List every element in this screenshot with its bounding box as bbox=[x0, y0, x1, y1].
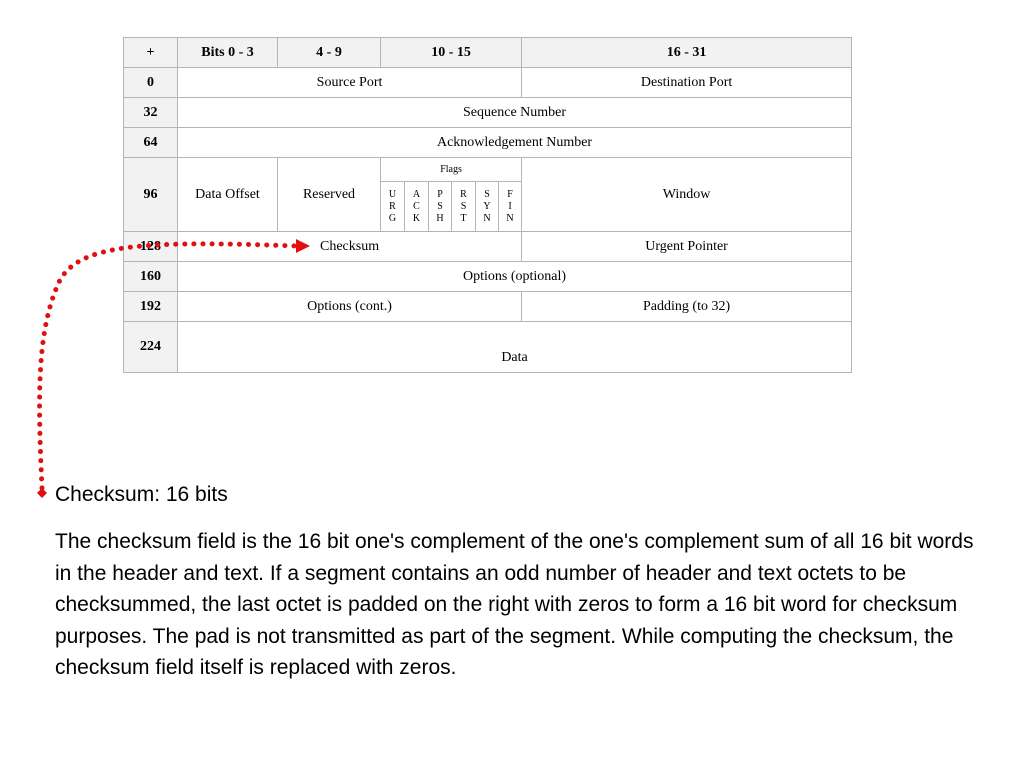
offset-cell: 160 bbox=[124, 262, 178, 292]
source-port-field: Source Port bbox=[178, 68, 522, 98]
header-row bbox=[124, 38, 852, 68]
offset-cell: 32 bbox=[124, 98, 178, 128]
tcp-header-table bbox=[123, 37, 852, 373]
flag-syn: S Y N bbox=[476, 182, 499, 232]
table-row bbox=[124, 158, 852, 182]
sequence-number-field: Sequence Number bbox=[178, 98, 852, 128]
flag-rst: R S T bbox=[452, 182, 476, 232]
header-cell-bits-10-15: 10 - 15 bbox=[381, 38, 522, 68]
header-cell-plus: + bbox=[124, 38, 178, 68]
table-row bbox=[124, 322, 852, 373]
header-cell-bits-16-31: 16 - 31 bbox=[522, 38, 852, 68]
header-cell-bits-4-9: 4 - 9 bbox=[278, 38, 381, 68]
offset-cell: 96 bbox=[124, 158, 178, 232]
table-row bbox=[124, 292, 852, 322]
offset-cell: 0 bbox=[124, 68, 178, 98]
offset-cell: 224 bbox=[124, 322, 178, 373]
flag-urg: U R G bbox=[381, 182, 405, 232]
table-row bbox=[124, 128, 852, 158]
padding-field: Padding (to 32) bbox=[522, 292, 852, 322]
bullet-diamond-icon bbox=[37, 488, 47, 498]
flag-psh: P S H bbox=[429, 182, 452, 232]
checksum-field: Checksum bbox=[178, 232, 522, 262]
options-cont-field: Options (cont.) bbox=[178, 292, 522, 322]
window-field: Window bbox=[522, 158, 852, 232]
field-description: The checksum field is the 16 bit one's complement of the one's complement sum of all 16 bit words in the header and text. If a segment contains an odd number of header and text octets to be checksummed, the last octet is padded on the right with zeros to form a 16 bit word for checksum purposes. The pad is not transmitted as part of the segment. While computing the checksum, the checksum field itself is replaced with zeros. bbox=[55, 530, 974, 679]
table-row bbox=[124, 262, 852, 292]
offset-cell: 192 bbox=[124, 292, 178, 322]
data-field: Data bbox=[178, 322, 852, 373]
table-row bbox=[124, 98, 852, 128]
urgent-pointer-field: Urgent Pointer bbox=[522, 232, 852, 262]
offset-cell: 128 bbox=[124, 232, 178, 262]
flags-label: Flags bbox=[381, 158, 522, 182]
flag-fin: F I N bbox=[499, 182, 522, 232]
ack-number-field: Acknowledgement Number bbox=[178, 128, 852, 158]
flag-ack: A C K bbox=[405, 182, 429, 232]
options-field: Options (optional) bbox=[178, 262, 852, 292]
table-row bbox=[124, 68, 852, 98]
table-row bbox=[124, 232, 852, 262]
destination-port-field: Destination Port bbox=[522, 68, 852, 98]
data-offset-field: Data Offset bbox=[178, 158, 278, 232]
offset-cell: 64 bbox=[124, 128, 178, 158]
header-cell-bits-0-3: Bits 0 - 3 bbox=[178, 38, 278, 68]
reserved-field: Reserved bbox=[278, 158, 381, 232]
field-title: Checksum: 16 bits bbox=[55, 483, 228, 506]
